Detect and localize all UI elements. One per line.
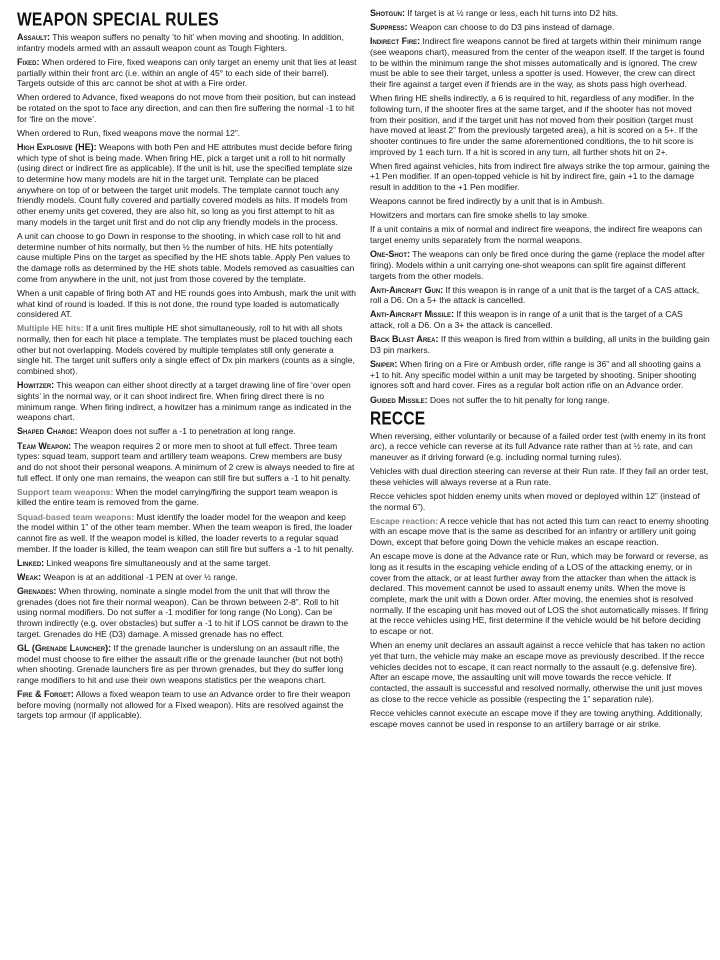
rule-paragraph (17, 426, 357, 437)
rule-paragraph (370, 36, 710, 90)
rule-paragraph (17, 558, 357, 569)
rule-paragraph (17, 643, 357, 686)
rule-text: This weapon can either shoot directly at a target drawing line of fire ‘over open sights’ in the normal way, or it can shoot indirect fire. When firing direct there is no minimum range. When firing indirect, a howitzer has a minimum range as indicated in the weapons chart. (17, 380, 352, 423)
rule-text: When the model carrying/firing the support team weapon is killed the entire team is removed from the game. (17, 486, 338, 508)
rule-text: When a unit capable of firing both AT and HE rounds goes into Ambush, mark the unit with what kind of round is loaded. If this is not done, the round type loaded is automatically considered AT. (17, 287, 356, 320)
rule-paragraph (370, 491, 710, 512)
rule-text: When firing on a Fire or Ambush order, rifle range is 36” and all shooting gains a +1 to hit. Any specific model within a unit may be targeted by shooting. Sniper shooting ignores soft and hard cover. Fires as a regular bolt action rifle on an Advance order. (370, 359, 701, 391)
rule-term: Suppress: (370, 22, 408, 33)
rule-paragraph (370, 309, 710, 330)
rule-term: Weak: (17, 571, 42, 582)
rule-text: The weapon requires 2 or more men to shoot at full effect. Three team types: squad team, support team and artillery team weapons. Crew members are busy and do not shoot their personal weapons. A minimum of 2 crew is always needed to fire at full effect. If only one man remains, the weapon can still fire but suffers a -1 to hit penalty. (17, 440, 355, 483)
rule-text: When throwing, nominate a single model from the unit that will throw the grenades (does not fire their normal weapon). Can be thrown between 2-8”. Roll to hit using normal modifiers. Do not suffer a -1 modifier for long range (No Long). Can be thrown indirectly (e.g. over obstacles) but suffer a -1 to hit if LOS cannot be drawn to the target. Grenades do HE (D3) damage. A missed grenade has no effect. (17, 585, 349, 639)
rule-term: Linked: (17, 557, 45, 568)
rule-paragraph (370, 196, 710, 207)
rule-paragraph (17, 487, 357, 508)
recce-rules-list (370, 431, 710, 730)
rule-paragraph (370, 708, 710, 729)
rule-text: Recce vehicles cannot execute an escape move if they are towing anything. Additionally, escape moves cannot be used in response to an artillery barrage or air strike. (370, 707, 703, 729)
rule-term: Guided Missile: (370, 394, 428, 405)
rule-paragraph (17, 231, 357, 285)
rule-paragraph (17, 92, 357, 124)
rule-paragraph (17, 128, 357, 139)
rule-text: When an enemy unit declares an assault against a recce vehicle that has taken no action yet that turn, the vehicle may make an escape move as previously described. If the recce vehicles decides not to escape, it can react normally to the assault (e.g. defensive fire). After an escape move, the assaulting unit will move towards the recce vehicle. If contacted, the assault is successful and resolved normally, otherwise the unit just moves as close to the recce vehicle as possible (respecting the 1” separation rule). (370, 640, 706, 704)
rule-paragraph (370, 285, 710, 306)
rule-text: Vehicles with dual direction steering can reverse at their Run rate. If they fail an order test, these vehicles will always reverse at a Run rate. (370, 466, 709, 487)
rule-paragraph (370, 249, 710, 281)
rule-paragraph (370, 334, 710, 355)
rule-subheading: Support team weapons: (17, 486, 114, 497)
rule-paragraph (17, 586, 357, 640)
rule-term: Assault: (17, 32, 51, 42)
rule-paragraph (370, 551, 710, 637)
rule-text: If this weapon is fired from within a building, all units in the building gain D3 pin markers. (370, 334, 710, 355)
rule-term: Indirect Fire: (370, 36, 421, 47)
rule-text: When ordered to Fire, fixed weapons can only target an enemy unit that lies at least partially within their front arc (i.e. within an angle of 45° to each side of their barrel). Targets outside of this arc cannot be shot at with a Fire order. (17, 56, 357, 89)
section-title-weapon-special-rules: WEAPON SPECIAL RULES (17, 10, 219, 31)
rule-subheading: Escape reaction: (370, 515, 439, 526)
rule-paragraph (370, 359, 710, 391)
rule-paragraph (17, 142, 357, 228)
rule-term: Fire & Forget: (17, 689, 74, 700)
rule-text: Weapon does not suffer a -1 to penetration at long range. (77, 426, 296, 437)
rule-paragraph (370, 22, 710, 33)
rule-paragraph (17, 689, 357, 721)
rule-paragraph (370, 640, 710, 704)
rule-paragraph (370, 516, 710, 548)
rule-text: If this weapon is in range of a unit that is the target of a CAS attack, roll a D6. On a 3+ the attack is cancelled. (370, 309, 683, 331)
rule-text: Does not suffer the to hit penalty for long range. (427, 394, 610, 405)
rule-paragraph (17, 32, 357, 53)
rule-text: When ordered to Run, fixed weapons move the normal 12”. (17, 127, 241, 138)
rule-paragraph (17, 512, 357, 555)
rule-text: Weapon can choose to do D3 pins instead of damage. (407, 22, 615, 33)
rule-paragraph (370, 395, 710, 406)
rule-text: A unit can choose to go Down in response to the shooting, in which case roll to hit and determine number of hits normally, but then ½ the number of hits. HE hits potentially cause multiple Pins on the target as specified by the HE shots table. Apply Pen values to the damage rolls as determined by the HE shots table. Models removed as casualties can come from anywhere in the unit, not just from those covered by the template. (17, 230, 355, 284)
rule-text: Must identify the loader model for the weapon and keep the model within 1” of the other team member. When the team weapon is fired, the loader cannot fire as well. If the weapon model is killed, the loader reverts to a regular squad member. If the loader is killed, the team weapon can still fire but suffers a -1 to hit penalty. (17, 511, 354, 554)
rule-text: Weapons with both Pen and HE attributes must decide before firing which type of shot is being made. When firing HE, pick a target unit a roll to hit normally (using direct or indirect fire as applicable). If the unit is hit, use the specified template size to determine how many models are hit in the target unit. Template can be placed anywhere on top of or between the target unit models. The template cannot touch any friendly models. Count fully covered and partially covered models as hits. If models from other enemy units get covered, they are also hit, so long as you first attempt to hit as many models in the target unit first and do not clip any friendly models in the process. (17, 141, 353, 227)
rule-paragraph (370, 93, 710, 157)
rule-paragraph (17, 288, 357, 320)
rule-paragraph (17, 323, 357, 377)
rule-text: Linked weapons fire simultaneously and at the same target. (44, 557, 271, 568)
rule-text: When ordered to Advance, fixed weapons do not move from their position, but can instead be rotated on the spot to face any direction, and can then fire suffering the normal -1 to hit for ‘fire on the move’. (17, 92, 356, 124)
rule-term: Grenades: (17, 585, 57, 596)
right-column (370, 8, 710, 733)
rule-paragraph (17, 441, 357, 484)
rule-paragraph (17, 380, 357, 423)
section-title-recce: RECCE (370, 408, 426, 429)
rule-text: A recce vehicle that has not acted this turn can react to enemy shooting with an escape move that is the same as described for an infantry or artillery unit going Down, except that before going Down the vehicle makes an escape reaction. (370, 515, 709, 548)
rule-text: If a unit fires multiple HE shot simultaneously, roll to hit with all shots normally, then for each hit place a template. The templates must be placed touching each other but not overlapping. Models covered by multiple templates still only generate a single hit. The target unit suffers only a single effect of Dx pin markers (counts as a single, combined shot). (17, 323, 355, 377)
rule-text: Recce vehicles spot hidden enemy units when moved or deployed within 12” (instead of the normal 6”). (370, 490, 700, 512)
rule-text: Indirect fire weapons cannot be fired at targets within their minimum range (see weapons chart), measured from the center of the weapon itself. If the target is found to be within the minimum range the shot misses automatically and is ignored. The crew must be able to see their target, unless a spotter is used. However, the crew can direct their fire against a target even if friends are in the way, as shots pass high overhead. (370, 36, 705, 89)
rule-text: Weapon is at an additional -1 PEN at over ½ range. (41, 571, 238, 582)
rule-term: Back Blast Area: (370, 334, 439, 345)
rule-term: Anti-Aircraft Missile: (370, 309, 454, 320)
rule-term: One-Shot: (370, 249, 410, 260)
rule-text: When firing HE shells indirectly, a 6 is required to hit, regardless of any modifier. In the following turn, if the shooter fires at the same target, and if the shooter has not moved from their position, and if the target unit has not moved from their position (target must have moved at least 2” from the previously targeted area), a hit is scored on a 5+. If the shooter continues to fire under the same aforementioned conditions, the to hit score is improved by 1 each turn. If a hit is scored in any turn, all further shots hit on 2+. (370, 93, 698, 157)
rule-text: If a unit contains a mix of normal and indirect fire weapons, the indirect fire weapons can target enemy units separately from the normal weapons. (370, 224, 703, 246)
rule-paragraph (370, 466, 710, 487)
rule-term: Team Weapon: (17, 440, 72, 451)
rule-paragraph (370, 210, 710, 221)
rule-text: Allows a fixed weapon team to use an Advance order to fire their weapon before moving (normally not allowed for a Fixed weapon). Hits are resolved against the targets top armour (if applicable). (17, 689, 351, 721)
rule-paragraph (370, 8, 710, 19)
rule-term: Anti-Aircraft Gun: (370, 284, 444, 295)
rule-paragraph (17, 572, 357, 583)
rule-paragraph (370, 431, 710, 463)
rule-paragraph (370, 161, 710, 193)
rule-text: The weapons can only be fired once during the game (replace the model after firing). Models within a unit carrying one-shot weapons can split fire against different targets from the other models. (370, 249, 705, 281)
rule-term: Shaped Charge: (17, 426, 78, 437)
rule-term: Shotgun: (370, 8, 405, 18)
rule-text: When reversing, either voluntarily or because of a failed order test (with enemy in its front arc), a recce vehicle can reverse at its full Advance rate rather than at ½ rate, and can maneuver as if driving forward (e.g. including normal turning rules). (370, 430, 706, 463)
rule-term: GL (Grenade Launcher): (17, 642, 112, 653)
rule-term: Sniper: (370, 359, 398, 370)
rule-text: Howitzers and mortars can fire smoke shells to lay smoke. (370, 210, 590, 221)
rule-subheading: Multiple HE hits: (17, 323, 84, 334)
rule-paragraph (370, 224, 710, 245)
rule-text: If target is at ½ range or less, each hit turns into D2 hits. (405, 8, 619, 18)
rule-text: When fired against vehicles, hits from indirect fire always strike the top armour, gaining the +1 Pen modifier. If an open-topped vehicle is hit by indirect fire, gain +1 to the damage result in addition to the +1 Pen modifier. (370, 160, 710, 193)
rule-text: If the grenade launcher is underslung on an assault rifle, the model must choose to fire either the assault rifle or the grenade launcher (but not both) when shooting. Grenade launchers fire as per thrown grenades, but they do suffer long range modifiers to hit and use their own weapons statistics per the weapons chart. (17, 642, 344, 685)
rule-text: If this weapon is in range of a unit that is the target of a CAS attack, roll a D6. On a 5+ the attack is cancelled. (370, 284, 700, 306)
rule-text: An escape move is done at the Advance rate or Run, which may be forward or reverse, as long as it results in the escaping vehicle ending of a LOS of the attacking enemy, or in cover from the attack, or at least further away from the attacker than when the attack is declared. This movement cannot be used to assault enemy units. When the move is complete, mark the unit with a Down order. After moving, the enemies shot is resolved normally. If the escaping unit has moved out of LOS the shot automatically misses. If firing at the recce vehicles using HE, first determine if the vehicle would be hit before deciding to escape or not. (370, 551, 709, 637)
rule-term: Howitzer: (17, 380, 55, 391)
rule-subheading: Squad-based team weapons: (17, 511, 135, 522)
weapon-rules-list-continued (370, 8, 710, 405)
rule-term: High Explosive (HE): (17, 141, 97, 152)
rule-text: Weapons cannot be fired indirectly by a unit that is in Ambush. (370, 196, 605, 207)
rule-paragraph (17, 57, 357, 89)
rule-text: This weapon suffers no penalty ‘to hit’ when moving and shooting. In addition, infantry models armed with an assault weapon count as Tough Fighters. (17, 32, 344, 53)
left-column (17, 8, 357, 725)
weapon-rules-list (17, 32, 357, 721)
rule-term: Fixed: (17, 56, 40, 67)
